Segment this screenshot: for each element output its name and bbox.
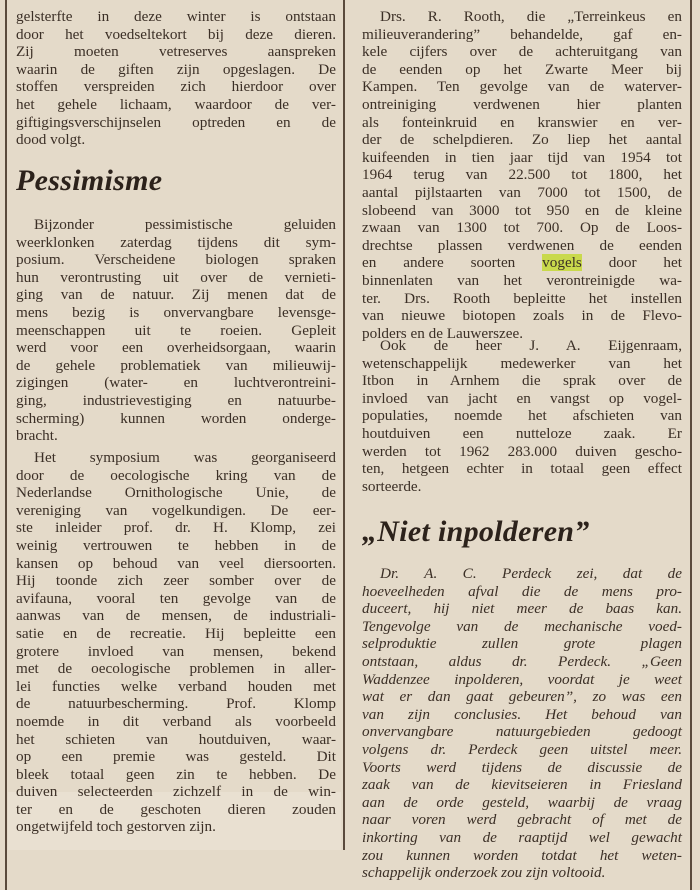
text-line: naar voren werd gebracht of met de: [362, 811, 682, 829]
text-line: met de oecologische problemen in aller-: [16, 660, 336, 678]
line-segment: en andere soorten: [362, 254, 543, 272]
column-divider-rule: [343, 0, 345, 850]
text-line: satie en de recreatie. Hij bepleitte een: [16, 624, 336, 642]
text-line: het gehele lichaam, waardoor de ver-: [16, 95, 336, 113]
text-line: waarin de giften zijn opgeslagen. De: [16, 60, 336, 78]
text-line: zigingen (water- en luchtverontreini-: [16, 374, 336, 392]
text-line: gelsterfte in deze winter is ontstaan: [16, 8, 336, 25]
left-paragraph-2: [16, 216, 336, 445]
text-line: zaak van de kievitseieren in Friesland: [362, 776, 682, 794]
text-line: Hij toonde zich zeer somber over de: [16, 572, 336, 590]
text-line: Dr. A. C. Perdeck zei, dat de: [380, 565, 682, 582]
left-paragraph-1: [16, 8, 336, 149]
text-line: aantal pijlstaarten van 7000 tot 1500, de: [362, 183, 682, 201]
highlighted-word: vogels: [542, 254, 582, 272]
text-line: hoeveelheden afval die de mens pro-: [362, 582, 682, 600]
text-line: Ook de heer J. A. Eijgenraam,: [380, 337, 682, 354]
text-line: populaties, noemde het afschieten van: [362, 407, 682, 425]
line-segment: door het: [581, 254, 682, 272]
text-line: slobeend van 3000 tot 950 en de kleine: [362, 201, 682, 219]
text-line: kansen op behoud van veel diersoorten.: [16, 554, 336, 572]
text-line: 1964 terug van 22.500 tot 1800, het: [362, 166, 682, 184]
text-line: grotere invloed van mensen, bekend: [16, 642, 336, 660]
text-line: Tengevolge van de mechanische voed-: [362, 617, 682, 635]
text-line: zou kunnen worden totdat het weten-: [362, 846, 682, 864]
text-line: aanwas van de mensen, de industriali-: [16, 607, 336, 625]
text-line: Bijzonder pessimistische geluiden: [34, 216, 336, 233]
text-line: bleek totaal geen zin te hebben. De: [16, 765, 336, 783]
text-line: kele cijfers over de achteruitgang van: [362, 43, 682, 61]
text-line: posium. Verscheidene biologen spraken: [16, 251, 336, 269]
text-line: scherming) kunnen worden onderge-: [16, 409, 336, 427]
text-line: als fonteinkruid en kranswier en ver-: [362, 113, 682, 131]
text-line: aan de orde gesteld, waarbij de vraag: [362, 793, 682, 811]
text-line: milieuverandering” behandelde, gaf en-: [362, 25, 682, 43]
text-line: Kampen. Ten gevolge van de waterver-: [362, 78, 682, 96]
text-line: inkorting van de raaptijd wel gewacht: [362, 828, 682, 846]
text-line: op een premie was gesteld. Dit: [16, 748, 336, 766]
text-line: invloed van jacht en vangst op vogel-: [362, 389, 682, 407]
text-line: van zijn conclusies. Het behoud van: [362, 705, 682, 723]
text-line: werd voor een overheidsorgaan, waarin: [16, 339, 336, 357]
text-line: Drs. R. Rooth, die „Terreinkeus en: [380, 8, 682, 25]
text-line: weerklonken zaterdag tijdens dit sym-: [16, 233, 336, 251]
text-line: ontstaan, aldus dr. Perdeck. „Geen: [362, 652, 682, 670]
text-line: ging, industrievestiging en natuurbe-: [16, 391, 336, 409]
text-line: houtduiven een nutteloze zaak. Er: [362, 424, 682, 442]
text-line: noemde in dit verband als voorbeeld: [16, 712, 336, 730]
text-line: der de schelpdieren. Zo liep het aantal: [362, 131, 682, 149]
text-line: selproduktie zullen grote plagen: [362, 635, 682, 653]
text-line: door de oecologische kring van de: [16, 466, 336, 484]
text-line: van nieuwe biotopen zoals in de Flevo-: [362, 307, 682, 325]
text-line: meenschappen uit te roeien. Gepleit: [16, 321, 336, 339]
text-line: avifauna, vooral ten gevolge van de: [16, 589, 336, 607]
text-line: vereniging van vogelkundigen. De eer-: [16, 501, 336, 519]
text-line: schappelijk onderzoek zou zijn voltooid.: [362, 864, 606, 882]
text-line: Itbon in Arnhem die sprak over de: [362, 372, 682, 390]
text-line: onvervangbare natuurgebieden gedoogt: [362, 723, 682, 741]
text-line: Het symposium was georganiseerd: [34, 449, 336, 466]
text-line: polders en de Lauwerszee.: [362, 324, 524, 342]
text-line: ste inleider prof. dr. H. Klomp, zei: [16, 519, 336, 537]
text-line: bracht.: [16, 427, 58, 445]
text-line: werden tot 1962 283.000 duiven gescho-: [362, 442, 682, 460]
text-line: giftigingsverschijnselen optreden en de: [16, 113, 336, 131]
text-line: zwaan van 1300 tot 700. Op de Loos-: [362, 219, 682, 237]
text-line: volgens dr. Perdeck geen uitstel meer.: [362, 740, 682, 758]
text-line: Voorts werd tijdens de discussie de: [362, 758, 682, 776]
text-line: kuifeenden in tien jaar tijd van 1954 tot: [362, 148, 682, 166]
text-line: duceert, hij niet meer de baas kan.: [362, 600, 682, 618]
right-paragraph-1: [362, 8, 682, 342]
text-line: hun verontrusting uit over de vernieti-: [16, 268, 336, 286]
heading-pessimisme: Pessimisme: [16, 164, 163, 197]
text-line: weinig vertrouwen te hebben in de: [16, 536, 336, 554]
text-line: wetenschappelijk medewerker van het: [362, 354, 682, 372]
right-paragraph-3: [362, 565, 682, 882]
text-line: duiven selecteerden zichzelf in de win-: [16, 783, 336, 801]
right-border-rule: [690, 0, 692, 890]
heading-niet-inpolderen: „Niet inpolderen”: [362, 515, 590, 548]
text-line: lei functies welke verband houden met: [16, 677, 336, 695]
text-line: drechtse plassen verdwenen de eenden: [362, 236, 682, 254]
text-line: ging van de natuur. Zij menen dat de: [16, 286, 336, 304]
text-line: het schieten van houtduiven, waar-: [16, 730, 336, 748]
text-line: de eenden op het Zwarte Meer bij: [362, 60, 682, 78]
text-line: binnenlaten van het verontreinigde wa-: [362, 271, 682, 289]
text-line: ter en de geschoten dieren zouden: [16, 800, 336, 818]
text-line: dood volgt.: [16, 131, 86, 149]
left-paragraph-3: [16, 449, 336, 836]
left-border-rule: [5, 0, 7, 890]
right-paragraph-2: [362, 337, 682, 495]
text-line: ontreiniging verdwenen hier planten: [362, 95, 682, 113]
text-line: Zij moeten vetreserves aanspreken: [16, 43, 336, 61]
text-line: mens bezig is onvervangbare levensge-: [16, 303, 336, 321]
text-line: stoffen verspreiden zich hierdoor over: [16, 78, 336, 96]
text-line: ten, hetgeen echter in totaal geen effect: [362, 460, 682, 478]
text-line: de gehele problematiek van milieuwij-: [16, 356, 336, 374]
text-line: Nederlandse Ornithologische Unie, de: [16, 484, 336, 502]
text-line: Waddenzee inpolderen, voordat je weet: [362, 670, 682, 688]
text-line: de natuurbescherming. Prof. Klomp: [16, 695, 336, 713]
text-line: sorteerde.: [362, 477, 422, 495]
text-line: door het voedseltekort bij deze dieren.: [16, 25, 336, 43]
text-line: ter. Drs. Rooth bepleitte het instellen: [362, 289, 682, 307]
text-line: wat er dan gaat gebeuren”, zo was een: [362, 688, 682, 706]
text-line: ongetwijfeld toch gestorven zijn.: [16, 818, 216, 836]
text-line: [362, 254, 682, 272]
